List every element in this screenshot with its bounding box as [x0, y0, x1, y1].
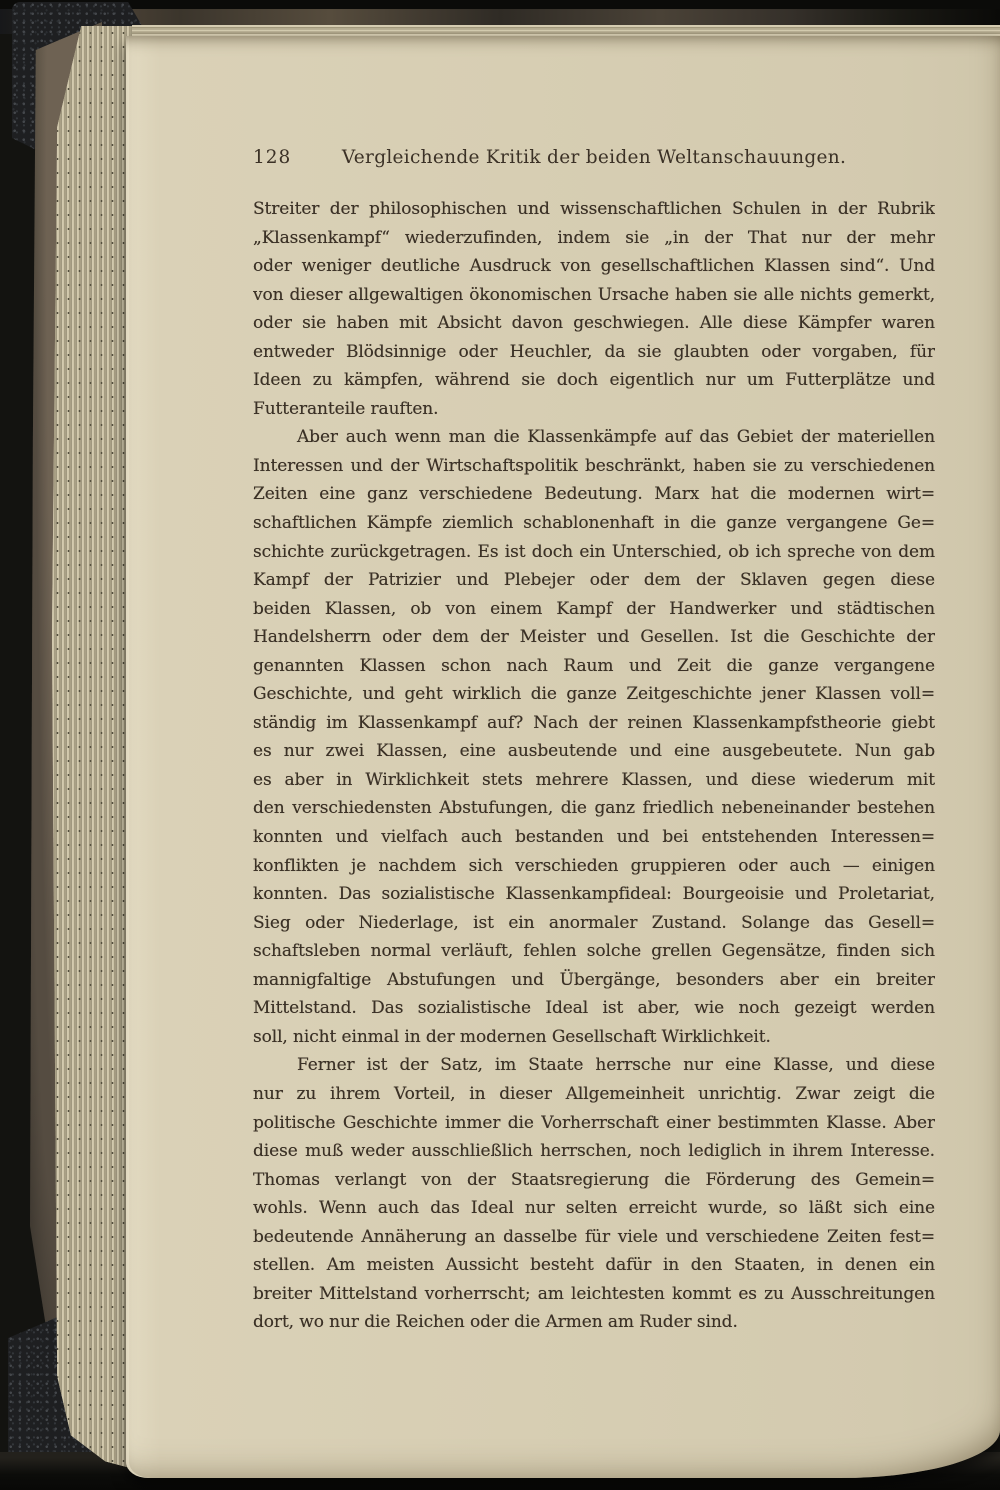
text-line: Mittelstand. Das sozialistische Ideal ist aber, wie noch gezeigt werden	[253, 998, 935, 1019]
text-line: Streiter der philosophischen und wissenschaftlichen Schulen in der Rubrik	[253, 199, 935, 219]
text-line: oder sie haben mit Absicht davon geschwiegen. Alle diese Kämpfer waren	[253, 313, 935, 334]
text-line: ständig im Klassenkampf auf? Nach der reinen Klassenkampfstheorie giebt	[253, 712, 935, 733]
text-line: „Klassenkampf“ wiederzufinden, indem sie „in der That nur der mehr	[253, 227, 935, 248]
text-line: Zeiten eine ganz verschiedene Bedeutung. Marx hat die modernen wirt=	[253, 484, 935, 505]
text-line: Interessen und der Wirtschaftspolitik beschränkt, haben sie zu verschiedenen	[253, 455, 935, 476]
text-line: beiden Klassen, ob von einem Kampf der Handwerker und städtischen	[253, 598, 935, 619]
text-line: breiter Mittelstand vorherrscht; am leichtesten kommt es zu Ausschreitungen	[253, 1283, 935, 1304]
text-line: Handelsherrn oder dem der Meister und Gesellen. Ist die Geschichte der	[253, 627, 935, 648]
running-header: Vergleichende Kritik der beiden Weltanschauungen.	[341, 147, 847, 168]
paragraph	[253, 195, 935, 423]
text-line: stellen. Am meisten Aussicht besteht dafür in den Staaten, in denen ein	[253, 1255, 935, 1276]
paragraph	[253, 1051, 935, 1336]
text-line: Aber auch wenn man die Klassenkämpfe auf das Gebiet der materiellen	[297, 427, 935, 448]
page-number: 128	[253, 147, 292, 168]
text-line: konflikten je nachdem sich verschieden gruppieren oder auch — einigen	[253, 855, 935, 876]
text-line: Sieg oder Niederlage, ist ein anormaler Zustand. Solange das Gesell=	[253, 912, 935, 933]
text-line: entweder Blödsinnige oder Heuchler, da sie glaubten oder vorgaben, für	[253, 341, 935, 362]
text-block	[253, 195, 935, 1337]
book-page	[126, 36, 1000, 1478]
text-line: konnten. Das sozialistische Klassenkampfideal: Bourgeoisie und Proletariat,	[253, 884, 935, 905]
text-line: oder weniger deutliche Ausdruck von gesellschaftlichen Klassen sind“. Und	[253, 256, 935, 277]
page-content	[126, 36, 1000, 1478]
text-line: genannten Klassen schon nach Raum und Zeit die ganze vergangene	[253, 655, 935, 676]
text-line: schaftsleben normal verläuft, fehlen solche grellen Gegensätze, finden sich	[253, 941, 935, 962]
text-line: mannigfaltige Abstufungen und Übergänge, besonders aber ein breiter	[253, 969, 935, 990]
text-line: Ferner ist der Satz, im Staate herrsche nur eine Klasse, und diese	[297, 1055, 935, 1076]
paragraph	[253, 423, 935, 1051]
text-line: nur zu ihrem Vorteil, in dieser Allgemeinheit unrichtig. Zwar zeigt die	[253, 1083, 935, 1104]
text-line: Geschichte, und geht wirklich die ganze Zeitgeschichte jener Klassen voll=	[253, 684, 935, 705]
text-line: soll, nicht einmal in der modernen Gesellschaft Wirklichkeit.	[253, 1026, 771, 1047]
text-line: es aber in Wirklichkeit stets mehrere Klassen, und diese wiederum mit	[253, 769, 935, 790]
text-line: wohls. Wenn auch das Ideal nur selten erreicht wurde, so läßt sich eine	[253, 1198, 935, 1219]
text-line: von dieser allgewaltigen ökonomischen Ursache haben sie alle nichts gemerkt,	[253, 284, 935, 305]
text-line: diese muß weder ausschließlich herrschen, noch lediglich in ihrem Interesse.	[253, 1141, 935, 1162]
text-line: dort, wo nur die Reichen oder die Armen am Ruder sind.	[253, 1312, 738, 1333]
text-line: schichte zurückgetragen. Es ist doch ein Unterschied, ob ich spreche von dem	[253, 541, 935, 562]
text-line: konnten und vielfach auch bestanden und bei entstehenden Interessen=	[253, 827, 935, 848]
text-line: den verschiedensten Abstufungen, die ganz friedlich nebeneinander bestehen	[253, 798, 935, 819]
text-line: Futteranteile rauften.	[253, 398, 439, 419]
text-line: bedeutende Annäherung an dasselbe für viele und verschiedene Zeiten fest=	[253, 1226, 935, 1247]
page-header	[253, 146, 935, 170]
text-line: schaftlichen Kämpfe ziemlich schablonenhaft in die ganze vergangene Ge=	[253, 513, 935, 534]
text-line: Ideen zu kämpfen, während sie doch eigentlich nur um Futterplätze und	[253, 370, 935, 391]
text-line: es nur zwei Klassen, eine ausbeutende und eine ausgebeutete. Nun gab	[253, 741, 935, 762]
text-line: Kampf der Patrizier und Plebejer oder dem der Sklaven gegen diese	[253, 570, 935, 591]
text-line: Thomas verlangt von der Staatsregierung die Förderung des Gemein=	[253, 1169, 935, 1190]
text-line: politische Geschichte immer die Vorherrschaft einer bestimmten Klasse. Aber	[253, 1112, 935, 1133]
